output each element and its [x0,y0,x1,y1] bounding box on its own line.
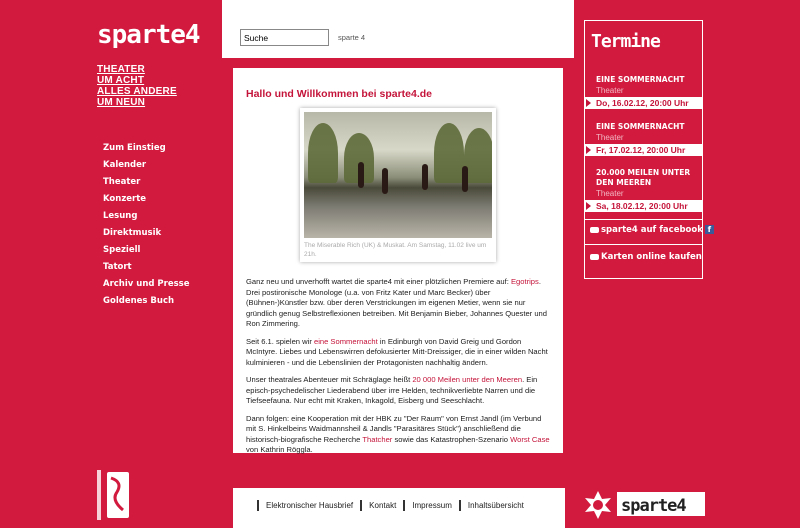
event-title: 20.000 MEILEN UNTER DEN MEEREN [596,168,691,187]
link-worst-case[interactable]: Worst Case [510,434,550,444]
arrow-right-icon [586,99,591,107]
nav-goldenes-buch[interactable]: Goldenes Buch [103,296,175,306]
termine-heading [591,30,681,50]
link-20000-meilen[interactable]: 20 000 Meilen unter den Meeren [412,375,523,384]
paragraph-2: Seit 6.1. spielen wir eine Sommernacht in Edinburgh von David Greig und Gordon McIntyre. Liebes und Lebenswirren defokusierter Mitt-Dreissiger, die in einer wilden Nacht kulminieren - und die Lebenslinien der Protagonisten nachhaltig ändern. [246,336,548,367]
footer-inhaltsuebersicht[interactable]: Inhaltsübersicht [459,500,531,511]
event-title: EINE SOMMERNACHT [596,75,685,84]
main-nav [103,137,190,307]
intro-text [246,277,550,456]
nav-theater[interactable]: Theater [103,177,141,187]
tagline [97,64,177,108]
theater-badge-icon [97,470,133,520]
event-date: Fr, 17.02.12, 20:00 Uhr [584,144,703,156]
event-item[interactable] [584,168,703,212]
footer-impressum[interactable]: Impressum [403,500,459,511]
nav-tatort[interactable]: Tatort [103,262,132,272]
event-item[interactable] [584,122,703,156]
tagline-um-acht[interactable]: UM ACHT [97,75,145,86]
link-eine-sommernacht[interactable]: eine Sommernacht [313,336,378,346]
featured-photo[interactable] [304,112,492,238]
sparte4-logo[interactable] [97,18,209,48]
nav-archiv-presse[interactable]: Archiv und Presse [103,279,190,289]
event-title: EINE SOMMERNACHT [596,122,685,131]
tickets-link[interactable]: Karten online kaufen [590,252,702,262]
tagline-um-neun[interactable]: UM NEUN [97,97,146,108]
photo-caption: The Miserable Rich (UK) & Muskat. Am Samstag, 11.02 live um 21h. [304,242,487,258]
termine-title-text: Termine [591,31,660,50]
main-content [233,68,563,453]
event-category: Theater [596,86,624,95]
event-item[interactable] [584,75,703,109]
nav-kalender[interactable]: Kalender [103,160,147,170]
sparte4-footer-logo[interactable] [617,492,705,516]
event-category: Theater [596,189,624,198]
page-title: Hallo und Willkommen bei sparte4.de [246,88,433,100]
pointing-hand-icon [590,254,599,260]
pointing-hand-icon [590,227,599,233]
nav-direktmusik[interactable]: Direktmusik [103,228,162,238]
paragraph-1: Ganz neu und unverhofft wartet die sparte4 mit einer plötzlichen Premiere auf: Egotrips. Drei postironische Monologe (u.a. von Fritz Kater und Marc Becker) über (Bühnen-)Künstler bzw. über deren Verstrickungen im eigenen Metier, wenn sie nur gründlich genug Selbstreflexionen betreiben. Mit Benjamin Bieber, Johannes Quester und Ron Zimmering. [246,277,547,328]
arrow-right-icon [586,146,591,154]
arrow-right-icon [586,202,591,210]
facebook-link[interactable]: sparte4 auf facebook f [590,225,714,235]
nav-konzerte[interactable]: Konzerte [103,194,147,204]
star-badge-icon [583,490,613,520]
footer-links [257,500,531,511]
search-hint: sparte 4 [338,33,366,42]
link-egotrips[interactable]: Egotrips [510,277,539,286]
sparte4-logo-text: sparte4 [97,20,200,48]
featured-photo-card [300,108,496,262]
sparte4-footer-logo-text: sparte4 [621,496,686,516]
event-category: Theater [596,133,624,142]
tagline-alles-andere[interactable]: ALLES ANDERE [97,86,177,97]
paragraph-3: Unser theatrales Abenteuer mit Schräglage heißt 20 000 Meilen unter den Meeren. Ein episch-psychedelischer Liederabend über irre Helden, technikverliebte Narren und die Tiefseefauna. Nur echt mit Kraken, Inkagold, Eisberg und Seeschlacht. [246,375,538,405]
event-date: Sa, 18.02.12, 20:00 Uhr [584,200,703,212]
paragraph-4: Dann folgen: eine Kooperation mit der HBK zu "Der Raum" von Ernst Jandl (im Verbund mit S. Hinkelbeins Waidmannsheil & Jandls "Parasitäres Stück") anschließend die historisch-biografische Recherche Thatcher sowie das Katastrophen-Szenario Worst Case von Kathrin Röggla. [246,413,550,454]
footer-hausbrief[interactable]: Elektronischer Hausbrief [257,500,360,511]
divider [584,219,703,220]
search-input[interactable] [240,29,329,46]
event-date: Do, 16.02.12, 20:00 Uhr [584,97,703,109]
footer-kontakt[interactable]: Kontakt [360,500,403,511]
facebook-icon: f [705,225,714,234]
link-thatcher[interactable]: Thatcher [362,434,393,444]
nav-lesung[interactable]: Lesung [103,211,138,221]
nav-zum-einstieg[interactable]: Zum Einstieg [103,143,166,153]
divider [584,244,703,245]
nav-speziell[interactable]: Speziell [103,245,141,255]
tagline-theater[interactable]: THEATER [97,64,145,75]
